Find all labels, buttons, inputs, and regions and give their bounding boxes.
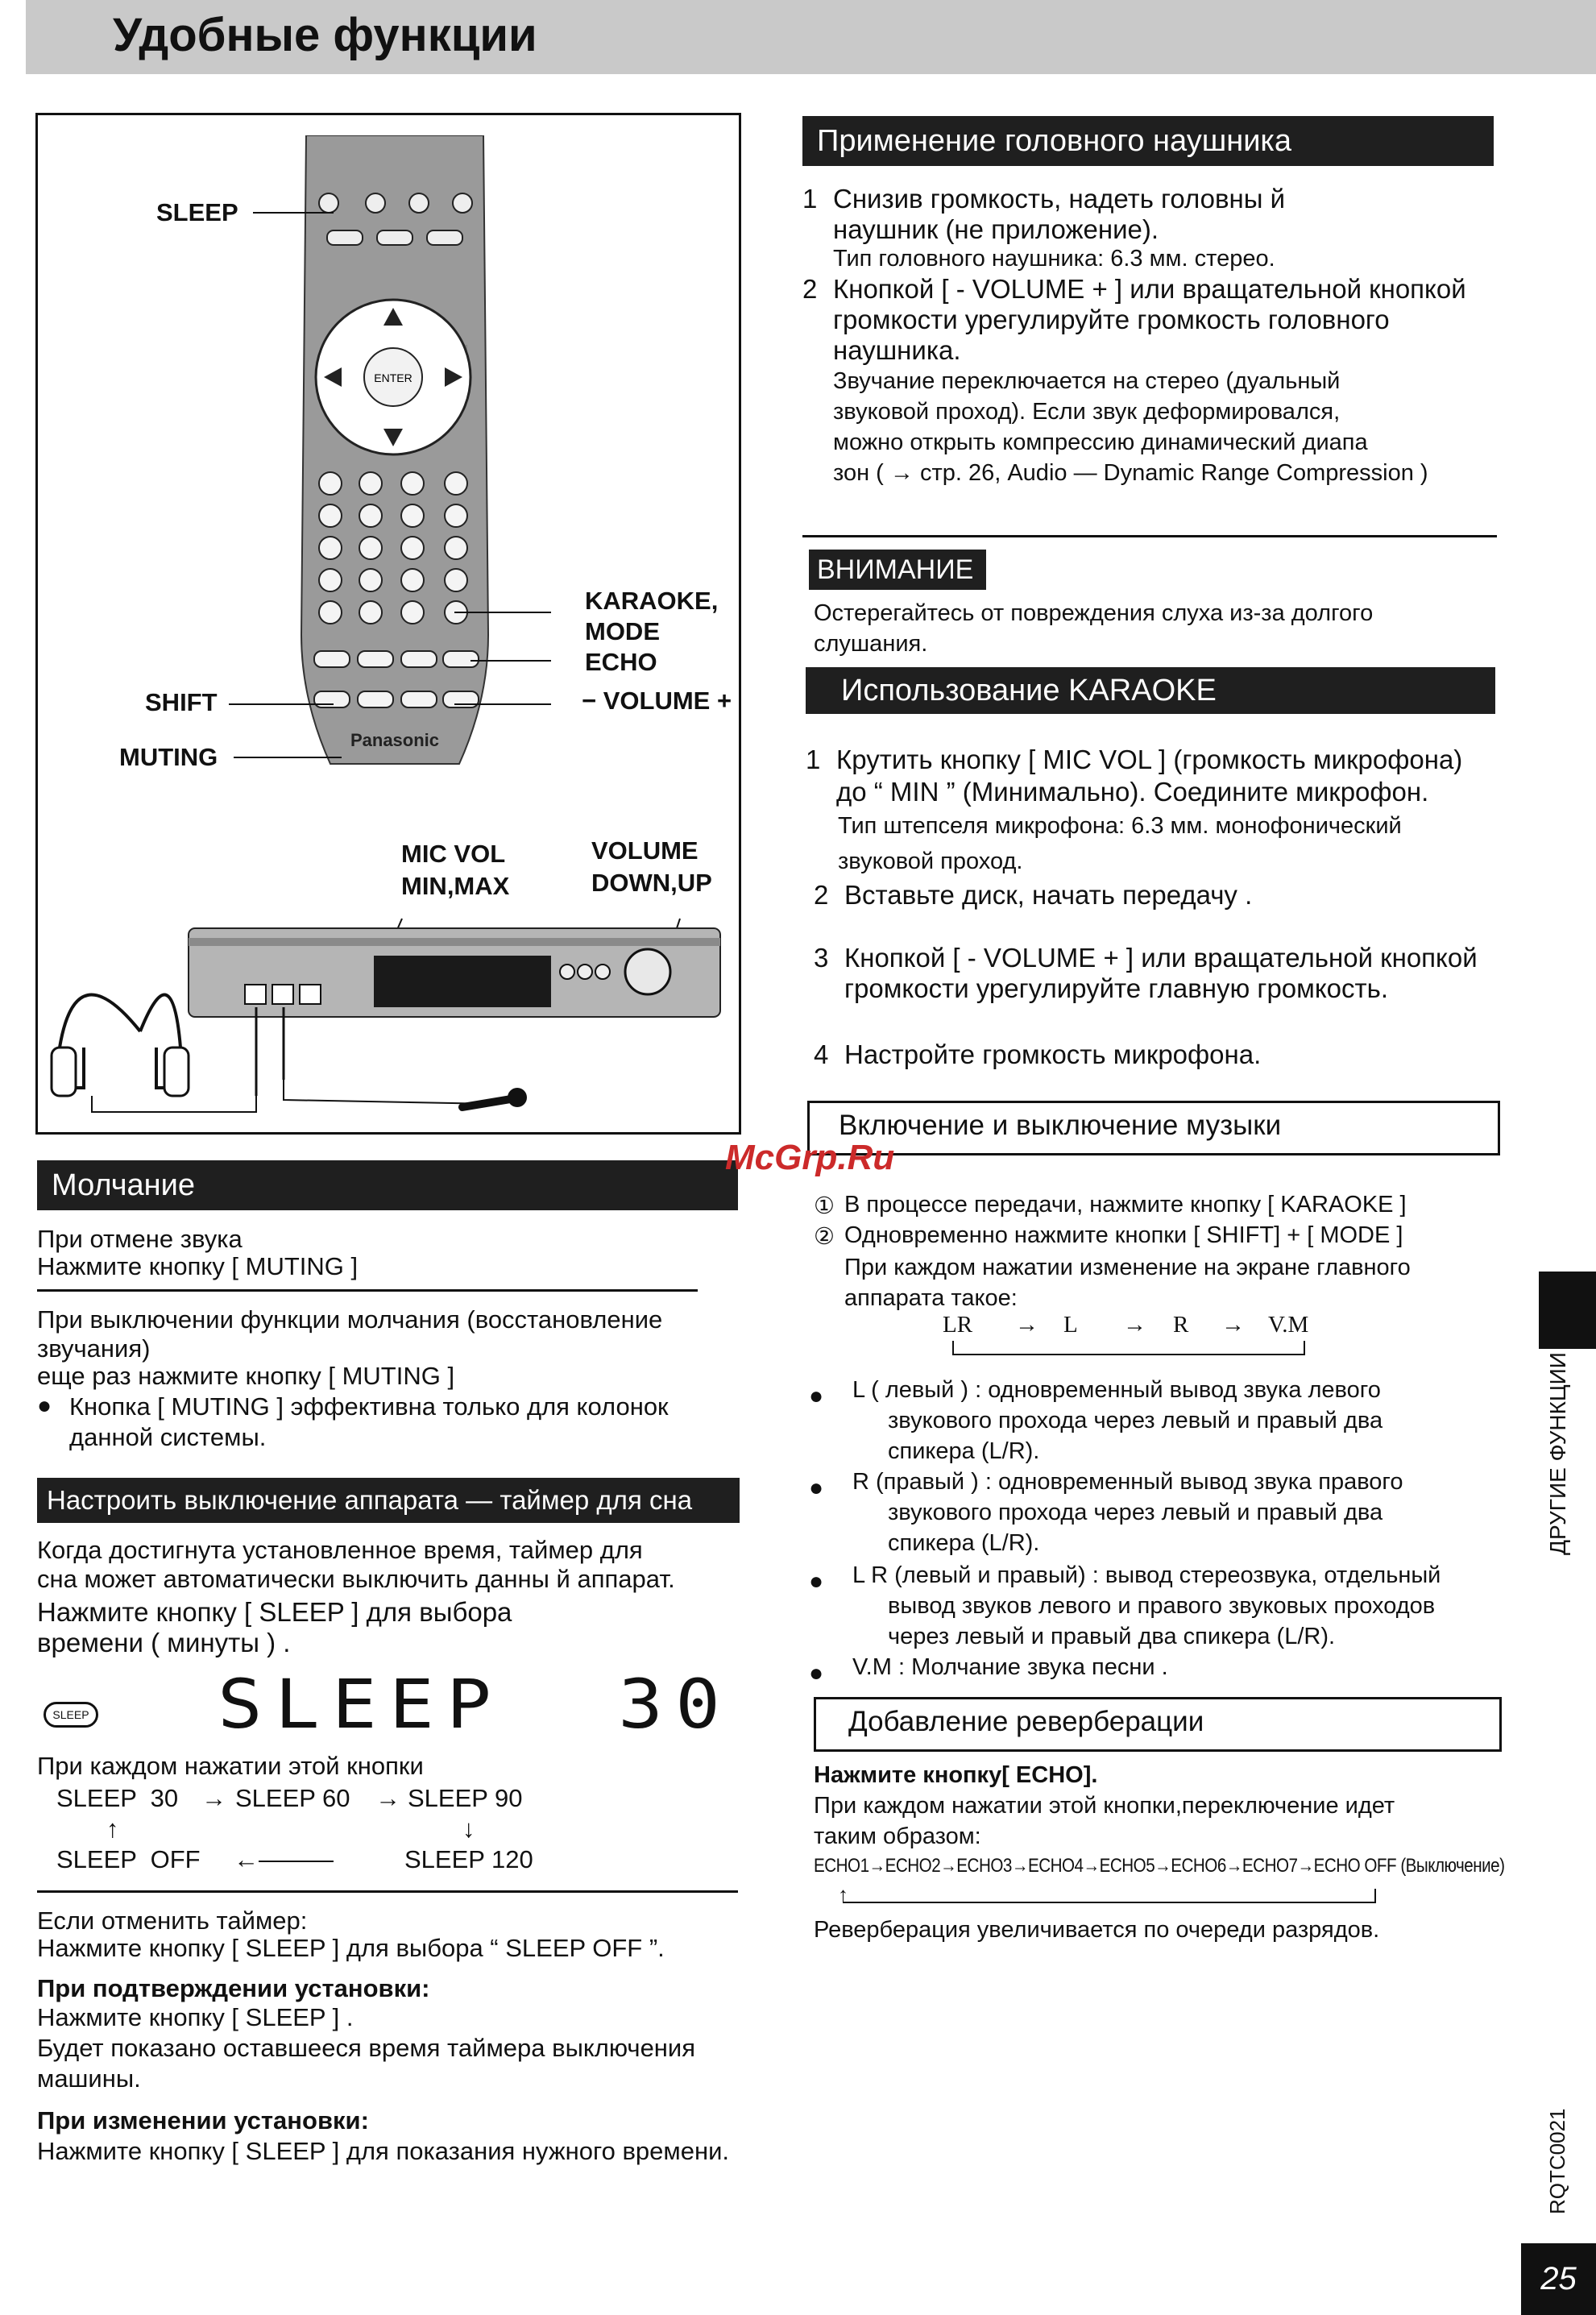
arrow-right-icon: →	[1015, 1312, 1038, 1338]
page-number: 25	[1521, 2243, 1596, 2315]
timer-confirm-text-3: машины.	[37, 2064, 141, 2093]
music-l-2: звукового прохода через левый и правый два	[888, 1408, 1383, 1433]
arrow-up-icon: ↑	[838, 1882, 848, 1906]
timer-confirm-text-2: Будет показано оставшееся время таймера выключения	[37, 2034, 696, 2062]
sleep-90: SLEEP 90	[408, 1784, 523, 1812]
reverb-text-2: При каждом нажатии этой кнопки,переключение идет	[814, 1793, 1395, 1819]
timer-confirm-text-1: Нажмите кнопку [ SLEEP ] .	[37, 2003, 354, 2031]
music-l-3: спикера (L/R).	[888, 1438, 1040, 1464]
channel-sequence	[943, 1312, 1313, 1360]
timer-each-press: При каждом нажатии этой кнопки	[37, 1752, 424, 1780]
arrow-right-icon: →	[201, 1784, 226, 1812]
label-shift: SHIFT	[145, 688, 218, 716]
music-lr-3: через левый и правый два спикера (L/R).	[888, 1624, 1336, 1649]
timer-instruction-1: Нажмите кнопку [ SLEEP ] для выбора	[37, 1597, 512, 1627]
music-lr-1: L R (левый и правый) : вывод стереозвука, отдельный	[852, 1562, 1441, 1588]
bullet-icon: ●	[809, 1383, 824, 1409]
music-item-3: При каждом нажатии изменение на экране главного	[844, 1255, 1411, 1280]
music-r-2: звукового прохода через левый и правый два	[888, 1500, 1383, 1525]
circled-2-icon: ②	[814, 1224, 835, 1250]
seq-l: L	[1063, 1312, 1078, 1338]
arrow-up-icon: ↑	[106, 1815, 119, 1843]
reverb-text-3: таким образом:	[814, 1823, 981, 1849]
sleep-button-icon-label: SLEEP	[52, 1708, 89, 1721]
headphones-step-1a: Снизив громкость, надеть головны й	[833, 184, 1286, 214]
headphones-step-2d: Звучание переключается на стерео (дуальный	[833, 368, 1341, 394]
headphones-step-2c: наушника.	[833, 335, 961, 365]
label-mic-vol: MIC VOL	[401, 840, 506, 868]
label-karaoke: KARAOKE,	[585, 587, 719, 615]
timer-cancel-text: Нажмите кнопку [ SLEEP ] для выбора “ SLEEP OFF ”.	[37, 1934, 665, 1962]
muting-text-4: звучания)	[37, 1334, 151, 1363]
caution-title: ВНИМАНИЕ	[809, 550, 986, 590]
divider	[37, 1289, 698, 1292]
karaoke-step-1b: до “ MIN ” (Минимально). Соедините микрофон.	[836, 777, 1429, 807]
enter-label: ENTER	[374, 371, 412, 384]
music-l-1: L ( левый ) : одновременный вывод звука левого	[852, 1377, 1381, 1403]
karaoke-section-title: Использование KARAOKE	[806, 667, 1495, 714]
reverb-section-title: Добавление реверберации	[814, 1697, 1502, 1752]
headphones-section-title: Применение головного наушника	[802, 116, 1494, 166]
sleep-display: SLEEP 30	[218, 1665, 733, 1744]
muting-note-2: данной системы.	[69, 1423, 267, 1451]
caution-text-2: слушания.	[814, 631, 928, 657]
timer-change-heading: При изменении установки:	[37, 2106, 369, 2135]
headphones-step-2g: зон ( → стр. 26, Audio — Dynamic Range Compression )	[833, 460, 1428, 486]
watermark: McGrp.Ru	[725, 1138, 895, 1177]
sleep-button-icon	[44, 1702, 98, 1728]
step-number: 3	[814, 943, 829, 973]
music-r-1: R (правый ) : одновременный вывод звука правого	[852, 1469, 1403, 1495]
sleep-off: SLEEP OFF	[56, 1845, 201, 1873]
step-number: 1	[802, 184, 818, 214]
karaoke-step-2: Вставьте диск, начать передачу .	[844, 880, 1253, 910]
music-vm: V.M : Молчание звука песни .	[852, 1654, 1168, 1680]
headphones-step-2a: Кнопкой [ - VOLUME + ] или вращательной кнопкой	[833, 274, 1466, 304]
karaoke-step-1a: Крутить кнопку [ MIC VOL ] (громкость микрофона)	[836, 745, 1463, 774]
muting-text-5: еще раз нажмите кнопку [ MUTING ]	[37, 1362, 455, 1390]
loop-bracket	[952, 1341, 1305, 1355]
main-unit-illustration	[44, 919, 736, 1128]
music-item-1: В процессе передачи, нажмите кнопку [ KARAOKE ]	[844, 1192, 1407, 1218]
seq-vm: V.M	[1268, 1312, 1309, 1338]
timer-text-1: Когда достигнута установленное время, таймер для	[37, 1536, 643, 1564]
headphones-step-2e: звуковой проход). Если звук деформировался,	[833, 399, 1341, 425]
side-tab-label: ДРУГИЕ ФУНКЦИИ	[1545, 1352, 1570, 1555]
step-number: 1	[806, 745, 821, 774]
headphones-step-1b: наушник (не приложение).	[833, 214, 1159, 244]
step-number: 2	[814, 880, 829, 910]
sleep-timer-section-title: Настроить выключение аппарата — таймер для сна	[37, 1478, 740, 1523]
bullet-icon: ●	[37, 1392, 52, 1419]
sleep-60: SLEEP 60	[235, 1784, 350, 1812]
arrow-right-icon: →	[1221, 1312, 1245, 1338]
headphones-step-2f: можно открыть компрессию динамический диапа	[833, 429, 1368, 455]
brand-label: Panasonic	[350, 730, 440, 750]
label-sleep: SLEEP	[156, 198, 238, 226]
muting-section-title: Молчание	[37, 1160, 738, 1210]
arrow-down-icon: ↓	[462, 1815, 475, 1843]
karaoke-step-1d: звуковой проход.	[838, 848, 1023, 874]
karaoke-step-3a: Кнопкой [ - VOLUME + ] или вращательной кнопкой	[844, 943, 1478, 973]
timer-text-2: сна может автоматически выключить данны й аппарат.	[37, 1565, 675, 1593]
karaoke-step-4: Настройте громкость микрофона.	[844, 1039, 1262, 1069]
label-down-up: DOWN,UP	[591, 869, 712, 897]
headphones-step-1c: Тип головного наушника: 6.3 мм. стерео.	[833, 246, 1275, 272]
headphones-step-2b: громкости урегулируйте громкость головного	[833, 305, 1390, 334]
document-code: RQTC0021	[1545, 2108, 1569, 2214]
reverb-text-1: Нажмите кнопку[ ECHO].	[814, 1762, 1098, 1788]
reverb-text-4: Реверберация увеличивается по очереди разрядов.	[814, 1917, 1380, 1943]
music-item-4: аппарата такое:	[844, 1285, 1018, 1311]
muting-note-1: Кнопка [ MUTING ] эффективна только для колонок	[69, 1392, 669, 1421]
timer-instruction-2: времени ( минуты ) .	[37, 1628, 291, 1657]
arrow-right-icon: →	[1123, 1312, 1146, 1338]
muting-text-3: При выключении функции молчания (восстановление	[37, 1305, 663, 1334]
seq-lr: LR	[943, 1312, 973, 1338]
page-title: Удобные функции	[113, 9, 537, 61]
arrow-right-icon: →	[375, 1784, 400, 1812]
bullet-icon: ●	[809, 1475, 824, 1501]
label-volume-knob: VOLUME	[591, 836, 699, 865]
timer-change-text: Нажмите кнопку [ SLEEP ] для показания нужного времени.	[37, 2137, 730, 2165]
label-volume: − VOLUME +	[582, 687, 732, 715]
karaoke-step-1c: Тип штепселя микрофона: 6.3 мм. монофонический	[838, 813, 1402, 839]
muting-text-2: Нажмите кнопку [ MUTING ]	[37, 1252, 359, 1280]
side-tab-block	[1539, 1272, 1596, 1349]
timer-cancel-heading: Если отменить таймер:	[37, 1906, 308, 1935]
circled-1-icon: ①	[814, 1193, 835, 1219]
divider	[37, 1890, 738, 1893]
step-number: 2	[802, 274, 818, 304]
music-item-2: Одновременно нажмите кнопки [ SHIFT] + [ MODE ]	[844, 1222, 1403, 1248]
label-echo: ECHO	[585, 648, 657, 676]
loop-bracket	[843, 1889, 1376, 1903]
label-mode: MODE	[585, 617, 660, 645]
sleep-30: SLEEP 30	[56, 1784, 179, 1812]
label-muting: MUTING	[119, 743, 218, 771]
sleep-120: SLEEP 120	[404, 1845, 533, 1873]
seq-r: R	[1173, 1312, 1189, 1338]
step-number: 4	[814, 1039, 829, 1069]
arrow-left-icon: ←———	[234, 1845, 334, 1873]
caution-text-1: Остерегайтесь от повреждения слуха из-за долгого	[814, 600, 1374, 626]
divider	[802, 535, 1497, 537]
bullet-icon: ●	[809, 1660, 824, 1686]
music-r-3: спикера (L/R).	[888, 1530, 1040, 1556]
bullet-icon: ●	[809, 1568, 824, 1595]
music-section-title: Включение и выключение музыки	[807, 1101, 1500, 1155]
muting-text-1: При отмене звука	[37, 1225, 243, 1253]
sleep-sequence	[56, 1782, 556, 1879]
karaoke-step-3b: громкости урегулируйте главную громкость.	[844, 973, 1388, 1003]
music-lr-2: вывод звуков левого и правого звуковых проходов	[888, 1593, 1436, 1619]
timer-confirm-heading: При подтверждении установки:	[37, 1974, 430, 2002]
echo-sequence: ECHO1→ECHO2→ECHO3→ECHO4→ECHO5→ECHO6→ECHO7→ECHO OFF (Выключение)	[814, 1855, 1505, 1877]
label-min-max: MIN,MAX	[401, 872, 510, 900]
